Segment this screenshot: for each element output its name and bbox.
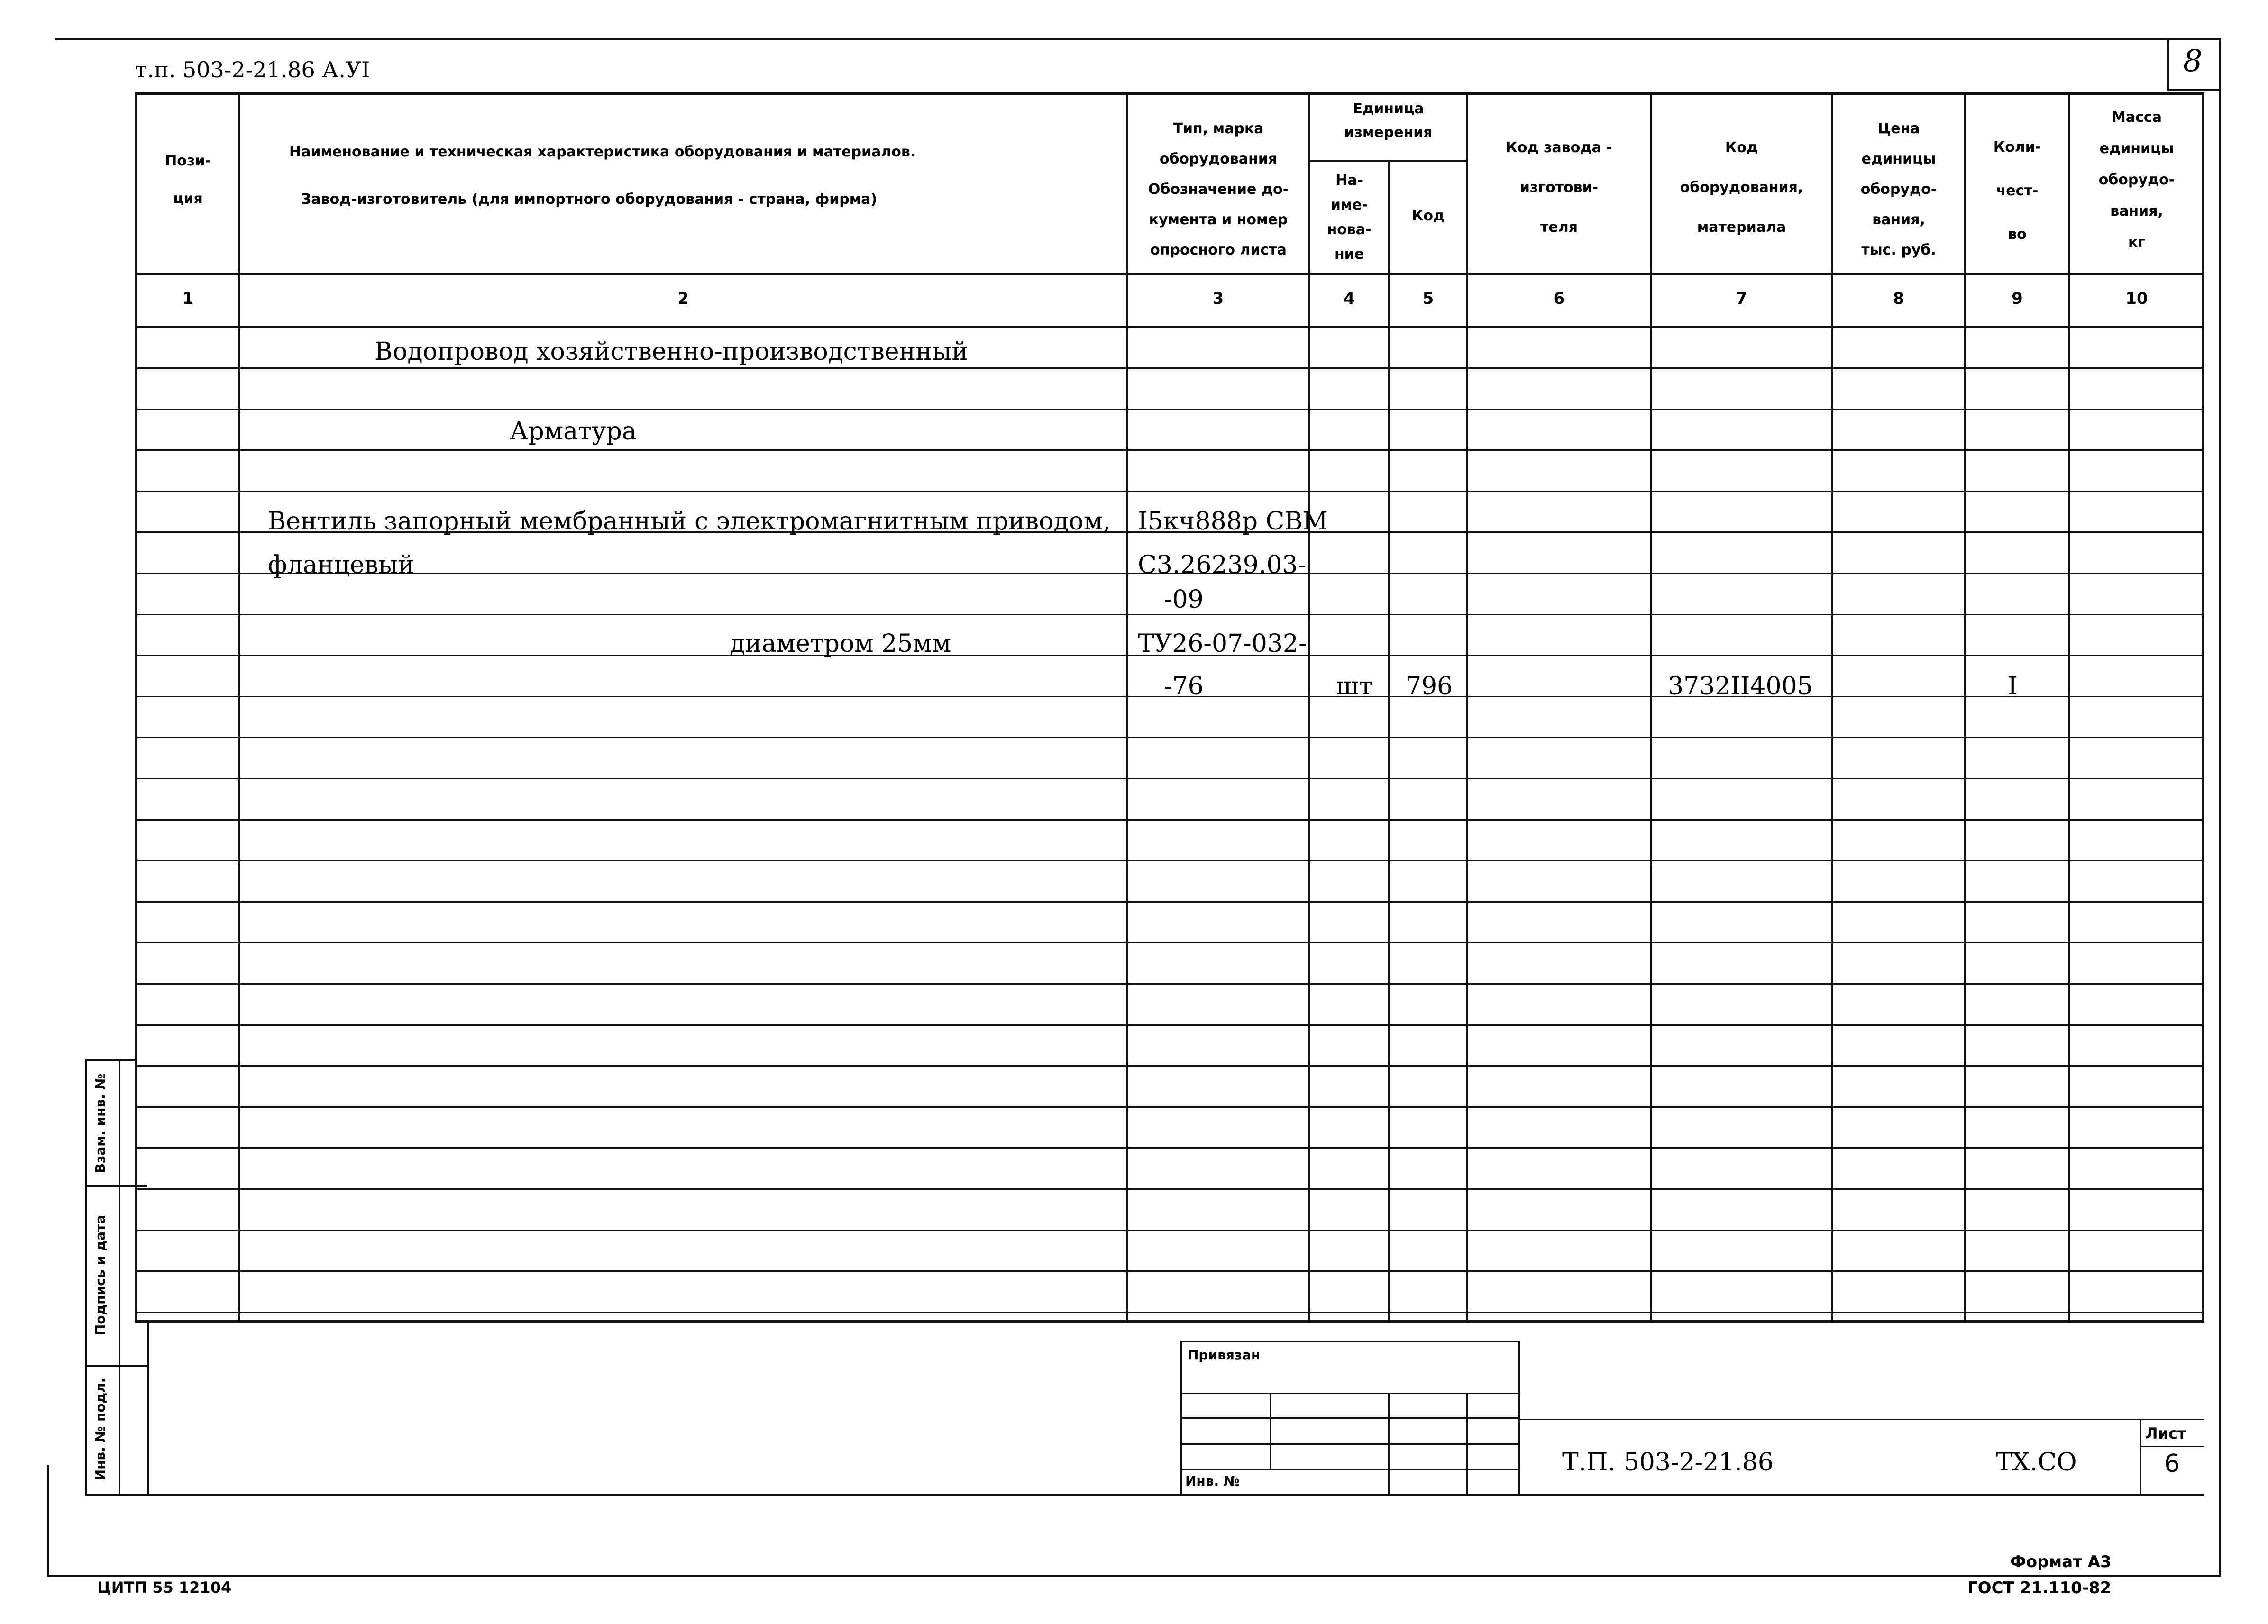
stamp-podpis: Подпись и дата <box>92 1214 108 1336</box>
tb-list-number: 6 <box>2164 1450 2180 1478</box>
spec-table <box>135 92 2204 1323</box>
table-row-line <box>135 983 2204 985</box>
col-number-4: 4 <box>1344 289 1355 308</box>
corner-box-bottom <box>2167 89 2221 91</box>
stamp-vzam: Взам. инв. № <box>92 1073 108 1174</box>
item-type-line1: I5кч888р СВМ <box>1138 507 1328 536</box>
tb-privyazan: Привязан <box>1188 1347 1261 1363</box>
table-row-line <box>135 1106 2204 1108</box>
footer-format: Формат А3 <box>2010 1552 2112 1571</box>
header-mass: Масса единицы оборудо- вания, кг <box>2098 109 2175 251</box>
footer-gost: ГОСТ 21.110-82 <box>1967 1578 2112 1597</box>
header-name-line1: Наименование и техническая характеристика оборудования и материалов. <box>289 144 916 160</box>
table-row-line <box>135 1147 2204 1149</box>
col-line-3 <box>1308 92 1310 1323</box>
table-row-line <box>135 614 2204 615</box>
col-number-8: 8 <box>1893 289 1904 308</box>
table-row-line <box>135 778 2204 779</box>
col-line-9 <box>2068 92 2070 1323</box>
tb-col-1 <box>1270 1393 1271 1469</box>
item-type-line3: -09 <box>1164 585 1204 614</box>
col-line-6 <box>1650 92 1652 1323</box>
tb-col-3 <box>1466 1393 1468 1496</box>
sheet-corner-number: 8 <box>2183 44 2203 79</box>
tb-mark: ТХ.СО <box>1996 1448 2077 1477</box>
tb-row-2 <box>1180 1417 1519 1419</box>
item-unit-code: 796 <box>1406 672 1453 701</box>
stamp-div-1 <box>85 1185 147 1187</box>
tb-doc-code: Т.П. 503-2-21.86 <box>1562 1448 1774 1477</box>
table-row-line <box>135 1024 2204 1026</box>
item-quantity: I <box>2008 672 2018 701</box>
table-row-line <box>135 737 2204 738</box>
frame-bottom-line <box>47 1575 2221 1577</box>
table-row-line <box>135 819 2204 821</box>
item-name-line1: Вентиль запорный мембранный с электромагнитным приводом, <box>268 507 1111 536</box>
table-row-line <box>135 1312 2204 1313</box>
section-title: Водопровод хозяйственно-производственный <box>375 338 968 366</box>
corner-box-left <box>2167 39 2169 90</box>
footer-left: ЦИТП 55 12104 <box>97 1578 232 1597</box>
header-quantity: Коли- чест- во <box>1993 139 2041 243</box>
col-line-8 <box>1964 92 1966 1323</box>
col-number-5: 5 <box>1422 289 1434 308</box>
tb-list-div <box>2140 1446 2204 1447</box>
header-name-line2: Завод-изготовитель (для импортного оборудования - страна, фирма) <box>301 191 878 208</box>
frame-left-stub <box>47 1465 49 1576</box>
table-row-line <box>135 1065 2204 1067</box>
col-line-7 <box>1831 92 1833 1323</box>
header-bottom-line <box>135 273 2204 275</box>
table-row-line <box>135 409 2204 410</box>
header-factory-code: Код завода - изготови- теля <box>1506 139 1612 236</box>
col-number-10: 10 <box>2125 289 2148 308</box>
table-row-line <box>135 491 2204 492</box>
doc-code-top: т.п. 503-2-21.86 А.УI <box>135 57 370 82</box>
tb-row-3 <box>1180 1443 1519 1445</box>
header-unit-group: Единица измерения <box>1344 100 1433 141</box>
item-name-line2: фланцевый <box>268 551 414 579</box>
tb-inv-no: Инв. № <box>1185 1473 1240 1489</box>
col-number-6: 6 <box>1553 289 1565 308</box>
stamp-top-line <box>85 1059 137 1061</box>
table-row-line <box>135 901 2204 903</box>
col-number-3: 3 <box>1212 289 1224 308</box>
item-type-line5: -76 <box>1164 672 1204 701</box>
numbers-bottom-line <box>135 326 2204 328</box>
stamp-inv-podl: Инв. № подл. <box>92 1378 108 1481</box>
col-number-1: 1 <box>182 289 194 308</box>
col-line-2 <box>1126 92 1128 1323</box>
item-name-line3: диаметром 25мм <box>730 630 951 658</box>
col-line-1 <box>238 92 240 1323</box>
stamp-bottom-line <box>85 1494 2204 1496</box>
frame-top-line <box>55 38 2221 40</box>
col-number-7: 7 <box>1736 289 1747 308</box>
col-line-5 <box>1466 92 1468 1323</box>
tb-list-label: Лист <box>2145 1424 2186 1442</box>
col-number-2: 2 <box>677 289 689 308</box>
table-row-line <box>135 942 2204 943</box>
table-row-line <box>135 449 2204 451</box>
table-row-line <box>135 367 2204 369</box>
header-unit-code: Код <box>1411 208 1445 224</box>
header-unit-name: На- име- нова- ние <box>1327 172 1372 263</box>
table-row-line <box>135 1230 2204 1231</box>
lower-frame-left <box>147 1323 149 1496</box>
tb-col-2 <box>1388 1393 1390 1496</box>
item-material-code: 3732II4005 <box>1668 672 1813 701</box>
col-number-9: 9 <box>2012 289 2023 308</box>
table-row-line <box>135 1188 2204 1190</box>
tb-row-1 <box>1180 1393 1519 1394</box>
header-price: Цена единицы оборудо- вания, тыс. руб. <box>1860 120 1937 258</box>
item-type-line4: ТУ26-07-032- <box>1138 630 1307 658</box>
item-type-line2: С3.26239.03- <box>1138 551 1307 579</box>
tb-main-top <box>1519 1419 2204 1420</box>
header-type: Тип, марка оборудования Обозначение до- кумента и номер опросного листа <box>1148 120 1289 258</box>
stamp-inner-line <box>119 1059 120 1496</box>
unit-group-divider <box>1308 160 1467 162</box>
tb-row-4 <box>1180 1469 1519 1470</box>
stamp-left-line <box>85 1059 87 1496</box>
header-equipment-code: Код оборудования, материала <box>1680 139 1803 236</box>
item-unit-name: шт <box>1336 672 1373 701</box>
tb-outer-top <box>1180 1341 1519 1342</box>
subsection-title: Арматура <box>510 417 637 446</box>
table-row-line <box>135 1270 2204 1272</box>
table-row-line <box>135 860 2204 861</box>
header-position: Пози- ция <box>165 153 211 207</box>
frame-right-line <box>2219 38 2221 1576</box>
